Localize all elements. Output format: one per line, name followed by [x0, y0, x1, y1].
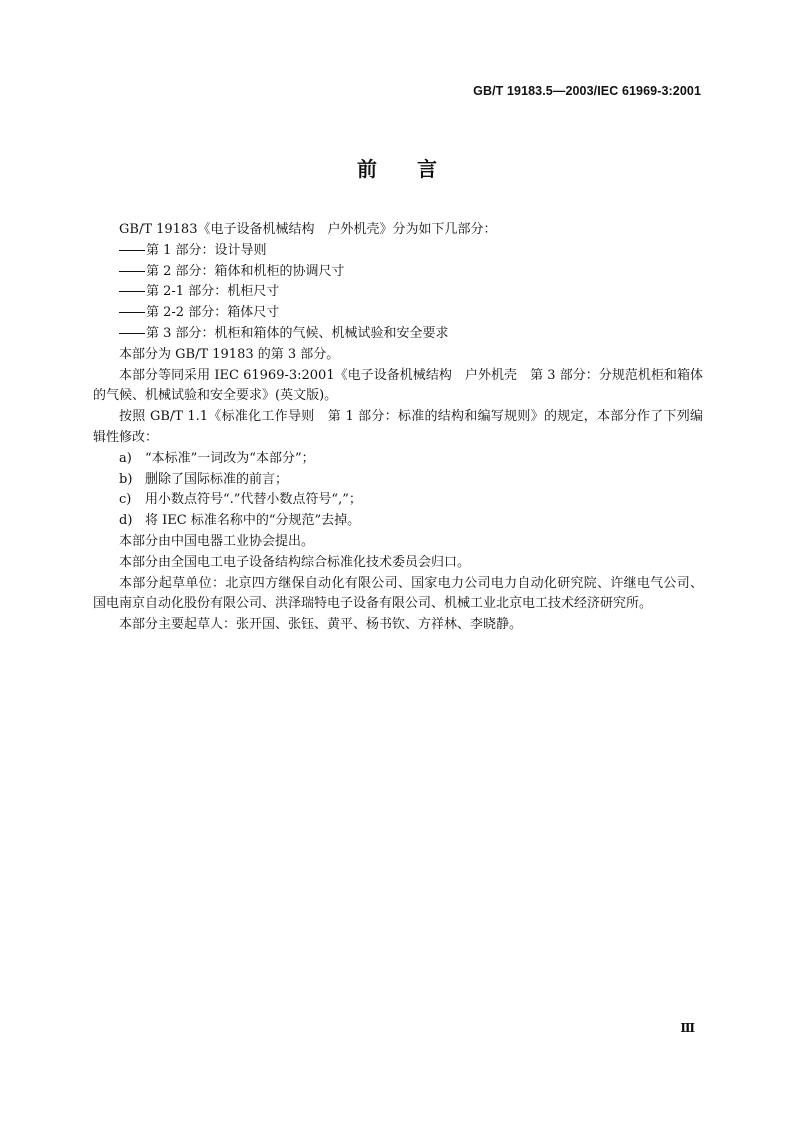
- part-item-2: [93, 262, 703, 283]
- edit-item-a: [93, 449, 703, 470]
- managed-by-paragraph: 本部分由全国电工电子设备结构综合标准化技术委员会归口。: [119, 554, 471, 570]
- dash-mark: [119, 271, 145, 272]
- part-item-3: [93, 282, 703, 303]
- editorial-changes-paragraph: 按照 GB/T 1.1《标准化工作导则 第 1 部分：标准的结构和编写规则》的规定，本部分作了下列编辑性修改：: [93, 409, 703, 445]
- page-number: Ⅲ: [680, 1021, 695, 1035]
- part-text: 第 2-2 部分：箱体尺寸: [146, 305, 280, 321]
- dash-mark: [119, 333, 145, 334]
- edit-text: 用小数点符号“.”代替小数点符号“,”；: [145, 492, 362, 508]
- edit-text: 将 IEC 标准名称中的“分规范”去掉。: [145, 513, 361, 529]
- intro-paragraph: GB/T 19183《电子设备机械结构 户外机壳》分为如下几部分：: [119, 222, 497, 237]
- dash-mark: [119, 250, 145, 251]
- page-title: 前言: [357, 157, 477, 181]
- part-text: 第 2 部分：箱体和机柜的协调尺寸: [146, 263, 345, 279]
- edit-text: 删除了国际标准的前言；: [145, 471, 289, 487]
- drafters-paragraph: 本部分主要起草人：张开国、张钰、黄平、杨书钦、方祥林、李晓静。: [119, 617, 523, 633]
- drafting-organizations-paragraph: 本部分起草单位：北京四方继保自动化有限公司、国家电力公司电力自动化研究院、许继电气公司、国电南京自动化股份有限公司、洪泽瑞特电子设备有限公司、机械工业北京电工技术经济研究所。: [93, 575, 703, 612]
- foreword-body: [93, 220, 703, 636]
- edit-item-d: [93, 511, 703, 532]
- part-item-5: [93, 324, 703, 345]
- edit-marker: d): [119, 513, 133, 529]
- edit-marker: c): [119, 492, 132, 508]
- standard-code-header: GB/T 19183.5—2003/IEC 61969-3:2001: [473, 84, 701, 98]
- part-text: 第 2-1 部分：机柜尺寸: [146, 284, 280, 300]
- part-text: 第 3 部分：机柜和箱体的气候、机械试验和安全要求: [146, 325, 449, 341]
- proposed-by-paragraph: 本部分由中国电器工业协会提出。: [119, 533, 315, 549]
- dash-mark: [119, 312, 145, 313]
- part-item-4: [93, 303, 703, 324]
- edit-marker: b): [119, 471, 133, 487]
- dash-mark: [119, 291, 145, 292]
- edit-item-c: [93, 490, 703, 511]
- edit-marker: a): [119, 450, 132, 466]
- part-statement: 本部分为 GB/T 19183 的第 3 部分。: [119, 346, 340, 362]
- part-text: 第 1 部分：设计导则: [146, 242, 267, 258]
- equivalence-paragraph: 本部分等同采用 IEC 61969-3:2001《电子设备机械结构 户外机壳 第 3 部分：分规范机柜和箱体的气候、机械试验和安全要求》(英文版)。: [93, 367, 703, 404]
- edit-text: “本标准”一词改为“本部分”；: [145, 450, 315, 466]
- edit-item-b: [93, 470, 703, 491]
- part-item-1: [93, 241, 703, 262]
